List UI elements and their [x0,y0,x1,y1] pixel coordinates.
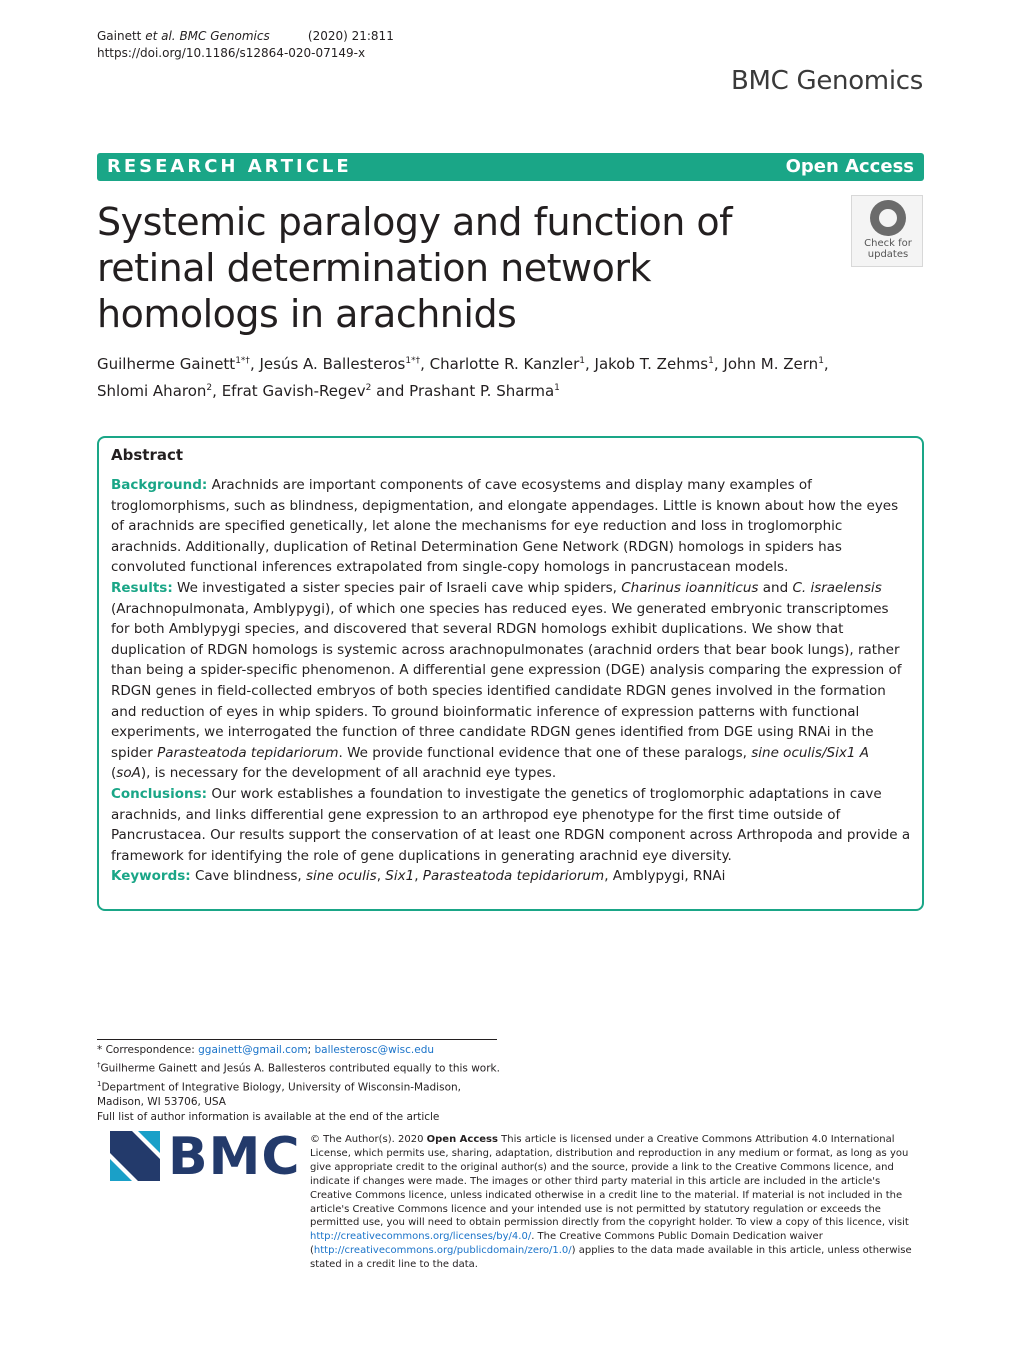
abstract-results [111,578,911,784]
results-text: and [758,579,793,596]
author-name: Jakob T. Zehms$^1$ [594,355,714,373]
license-text [310,1133,922,1272]
footnote-marker: † [97,1061,101,1069]
gene-name: soA [116,765,141,782]
bmc-logo-icon [110,1131,160,1181]
correspondence-block [97,1043,527,1125]
doi-link[interactable]: https://doi.org/10.1186/s12864-020-07149-x [97,46,366,60]
keyword: Six1 [385,868,415,885]
abstract-body [111,475,911,887]
footnote-marker: 1 [97,1079,102,1088]
background-text: Arachnids are important components of cave ecosystems and display many examples of troglomorphisms, such as blindness, depigmentation, and elongate appendages. Little is known about how the eyes of arachnids are specified genetically, let alone the mechanisms for eye reduction and loss in troglomorphic arachnids. Additionally, duplication of Retinal Determination Gene Network (RDGN) homologs in spiders has convoluted functional inferences extrapolated from single-copy homologs in pancrustacean models. [111,477,899,576]
keyword: sine oculis [305,868,377,885]
abstract-box [97,436,924,911]
check-updates-icon [870,200,906,236]
author-affiliation-marker: 1 [708,356,714,366]
open-access-label: Open Access [785,156,914,177]
keyword: Parasteatoda tepidariorum [422,868,605,885]
results-text: (Arachnopulmonata, Amblypygi), of which one species has reduced eyes. We generated embryonic transcriptomes for both Amblypygi species, and discovered that several RDGN homologs exhibit duplications. We show that duplication of RDGN homologs is systemic across arachnopulmonates (arachnid orders that bear book lungs), rather than being a spider-specific phenomenon. A differential gene expression (DGE) analysis comparing the expression of RDGN genes in field-collected embryos of both species identified candidate RDGN genes involved in the formation and reduction of eyes in whip spiders. To ground bioinformatic inference of expression patterns with functional experiments, we interrogated the function of three candidate RDGN genes identified from DGE using RNAi in the spider [111,600,902,761]
license-part: © The Author(s). 2020 [310,1134,427,1145]
author-name: Prashant P. Sharma$^1$ [409,382,560,400]
article-title: Systemic paralogy and function of retinal determination network homologs in arachnids [97,200,733,336]
journal-brand: BMC Genomics [730,66,923,96]
bmc-logo [110,1127,301,1187]
abstract-heading: Abstract [111,446,184,464]
author-affiliation-marker: 1*† [405,356,421,366]
abstract-keywords [111,866,911,887]
results-text: ), is necessary for the development of all arachnid eye types. [140,765,557,782]
license-part: . The Creative Commons Public Domain Dedication waiver ( [310,1231,823,1257]
author-affiliation-marker: 1 [818,356,824,366]
author-name: John M. Zern$^1$ [723,355,824,373]
keywords-label: Keywords: [111,868,191,885]
email-separator: ; [307,1044,315,1056]
author-affiliation-marker: 1*† [235,356,250,366]
keyword-sep: , [414,868,423,885]
author-affiliation-marker: 1 [554,383,560,393]
bmc-logo-text: BMC [168,1127,301,1187]
gene-name: sine oculis/Six1 A [751,744,869,761]
conclusions-label: Conclusions: [111,785,208,802]
author-name: Jesús A. Ballesteros$^{1*\dagger}$ [259,355,421,373]
article-type-bar [97,153,924,181]
results-label: Results: [111,579,173,596]
author-affiliation-marker: 2 [365,383,372,393]
citation-header [97,28,394,62]
check-updates-label: Check for updates [864,238,912,260]
affiliation: Department of Integrative Biology, University of Wisconsin-Madison, Madison, WI 53706, USA [97,1081,461,1108]
keyword-sep: , [376,868,386,885]
conclusions-text: Our work establishes a foundation to investigate the genetics of troglomorphic adaptations in cave arachnids, and links differential gene expression to an arthropod eye phenotype for the first time outside of Pancrustacea. Our results support the conservation of at least one RDGN component across Arthropoda and provide a framework for identifying the role of gene duplications in generating arachnid eye diversity. [111,785,911,864]
author-list: Guilherme Gainett$^{1*\dagger}$, Jesús A. Ballesteros$^{1*\dagger}$, Charlotte R. Kanzler$^1$, Jakob T. Zehms$^1$, John M. Zern$^1$, Shlomi Aharon$^2$, Efrat Gavish-Regev$^2$ and Prashant P. Sharma$^1$ [97,355,829,400]
results-text: . We provide functional evidence that one of these paralogs, [338,744,752,761]
author-name: Guilherme Gainett$^{1*\dagger}$ [97,355,250,373]
keyword: Cave blindness, [194,868,306,885]
species-name: Parasteatoda tepidariorum [157,744,339,761]
footnote-divider [97,1039,497,1040]
equal-contribution-note: Guilherme Gainett and Jesús A. Ballesteros contributed equally to this work. [100,1062,500,1075]
correspondence-label: * Correspondence: [97,1044,199,1056]
author-name: Shlomi Aharon$^2$ [97,382,213,400]
species-name: C. israelensis [792,579,882,596]
license-open-access: Open Access [426,1134,498,1145]
species-name: Charinus ioanniticus [621,579,759,596]
author-affiliation-marker: 2 [206,383,213,393]
abstract-background [111,475,911,578]
citation-etal: et al. [145,29,176,43]
author-name: Efrat Gavish-Regev$^2$ [221,382,372,400]
citation-journal: BMC Genomics [179,29,270,43]
results-text: We investigated a sister species pair of Israeli cave whip spiders, [177,579,622,596]
license-part: This article is licensed under a Creative Commons Attribution 4.0 International License, which permits use, sharing, adaptation, distribution and reproduction in any medium or format, as long as you give appropriate credit to the original author(s) and the source, provide a link to the Creative Commons licence, and indicate if changes were made. The images or other third party material in this article are included in the article's Creative Commons licence, unless indicated otherwise in a credit line to the material. If material is not included in the article's Creative Commons licence and your intended use is not permitted by statutory regulation or exceeds the permitted use, you will need to obtain permission directly from the copyright holder. To view a copy of this licence, visit [310,1134,909,1229]
author-info-note: Full list of author information is available at the end of the article [97,1111,440,1123]
keyword: , Amblypygi, RNAi [604,868,726,885]
license-link[interactable]: http://creativecommons.org/licenses/by/4.0/ [310,1231,532,1243]
check-for-updates-button[interactable] [851,195,923,267]
abstract-conclusions [111,784,911,866]
background-label: Background: [111,477,208,493]
license-link[interactable]: http://creativecommons.org/publicdomain/zero/1.0/ [313,1245,572,1257]
author-affiliation-marker: 1 [579,356,585,366]
email-link[interactable]: ggainett@gmail.com [198,1044,308,1056]
results-text: ( [111,765,117,782]
citation-authors: Gainett [97,29,142,43]
email-link[interactable]: ballesterosc@wisc.edu [314,1044,435,1056]
citation-year-volume: (2020) 21:811 [307,29,394,43]
author-name: Charlotte R. Kanzler$^1$ [429,355,585,373]
article-type: RESEARCH ARTICLE [107,156,352,177]
license-part: ) applies to the data made available in this article, unless otherwise stated in a credit line to the data. [310,1245,912,1271]
